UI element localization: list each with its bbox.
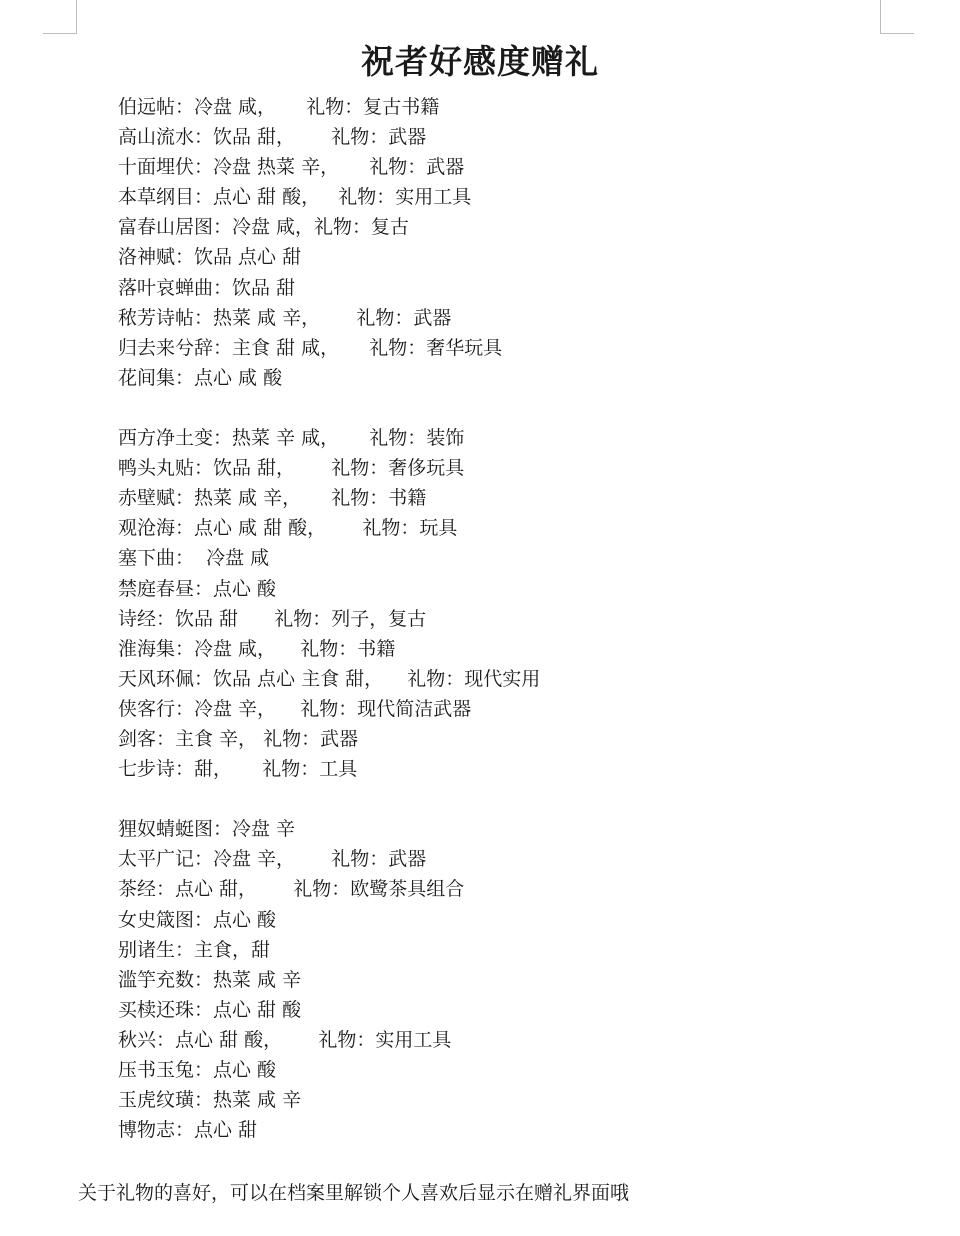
list-item: 天风环佩：饮品 点心 主食 甜， 礼物：现代实用 (118, 667, 541, 690)
list-item: 西方净土变：热菜 辛 咸， 礼物：装饰 (118, 427, 465, 450)
blank-line (118, 393, 540, 423)
list-item: 太平广记：冷盘 辛， 礼物：武器 (118, 848, 427, 871)
list-item: 落叶哀蝉曲：饮品 甜 (118, 276, 296, 299)
list-item: 本草纲目：点心 甜 酸， 礼物：实用工具 (118, 186, 472, 209)
list-item: 诗经：饮品 甜 礼物：列子，复古 (118, 607, 427, 630)
list-item: 压书玉兔：点心 酸 (118, 1059, 277, 1081)
list-item: 狸奴蜻蜓图：冷盘 辛 (118, 818, 296, 841)
list-item: 七步诗：甜， 礼物：工具 (118, 758, 358, 781)
list-item: 塞下曲： 冷盘 咸 (118, 547, 270, 570)
list-item: 观沧海：点心 咸 甜 酸， 礼物：玩具 (118, 517, 458, 540)
preference-list (118, 92, 540, 1145)
list-item: 女史箴图：点心 酸 (118, 908, 277, 931)
list-item: 伯远帖：冷盘 咸， 礼物：复古书籍 (118, 96, 440, 118)
list-item: 茶经：点心 甜， 礼物：欧鹭茶具组合 (118, 878, 465, 901)
list-item: 秾芳诗帖：热菜 咸 辛， 礼物：武器 (118, 306, 452, 329)
list-item: 赤壁赋：热菜 咸 辛， 礼物：书籍 (118, 487, 427, 510)
list-item: 侠客行：冷盘 辛， 礼物：现代简洁武器 (118, 697, 472, 720)
document-title: 祝者好感度赠礼 (361, 42, 599, 81)
list-item: 鸭头丸贴：饮品 甜， 礼物：奢侈玩具 (118, 457, 465, 480)
list-item: 归去来兮辞：主食 甜 咸， 礼物：奢华玩具 (118, 336, 503, 359)
list-item: 滥竽充数：热菜 咸 辛 (118, 968, 302, 991)
list-item: 洛神赋：饮品 点心 甜 (118, 246, 302, 269)
list-item: 玉虎纹璜：热菜 咸 辛 (118, 1089, 302, 1112)
list-item: 十面埋伏：冷盘 热菜 辛， 礼物：武器 (118, 156, 465, 179)
list-item: 花间集：点心 咸 酸 (118, 366, 283, 389)
list-item: 别诸生：主食，甜 (118, 938, 271, 961)
list-item: 高山流水：饮品 甜， 礼物：武器 (118, 126, 427, 149)
list-item: 剑客：主食 辛， 礼物：武器 (118, 727, 359, 750)
list-item: 博物志：点心 甜 (118, 1119, 258, 1142)
list-item: 秋兴：点心 甜 酸， 礼物：实用工具 (118, 1028, 452, 1051)
list-item: 富春山居图：冷盘 咸，礼物：复古 (118, 216, 410, 239)
footer-note: 关于礼物的喜好，可以在档案里解锁个人喜欢后显示在赠礼界面哦 (78, 1182, 630, 1204)
page-corner-mark-top-left (43, 0, 77, 34)
page-corner-mark-top-right (880, 0, 914, 34)
list-item: 禁庭春昼：点心 酸 (118, 577, 277, 600)
blank-line (118, 784, 540, 814)
list-item: 淮海集：冷盘 咸， 礼物：书籍 (118, 637, 396, 660)
list-item: 买椟还珠：点心 甜 酸 (118, 998, 302, 1021)
